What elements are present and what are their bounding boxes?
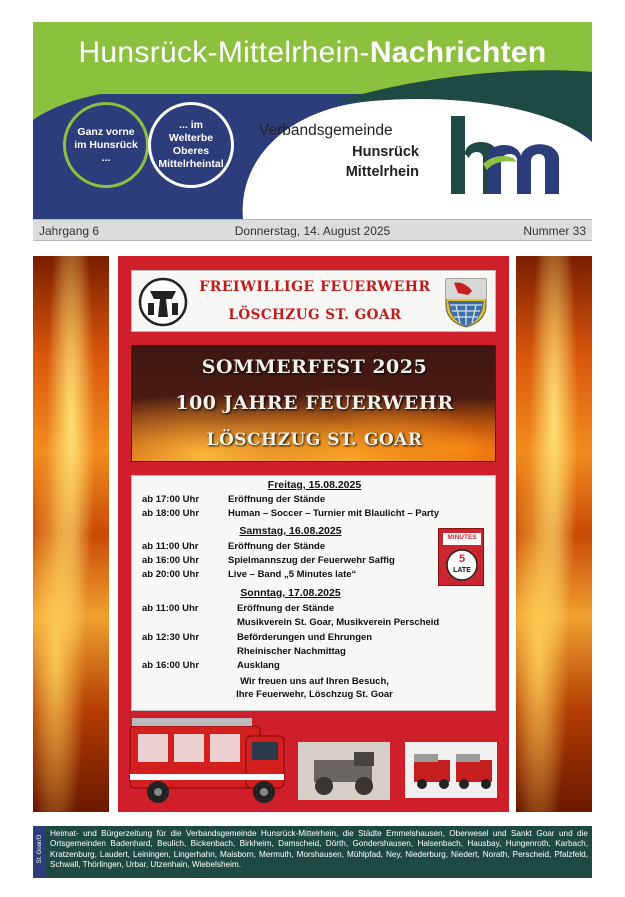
poster-unit: LÖSCHZUG ST. GOAR [228,307,402,323]
coat-of-arms-icon [442,275,490,329]
banner-line-3: LÖSCHZUG ST. GOAR [206,430,423,450]
badge-top-text: MINUTES [447,534,477,541]
day-heading-sunday: Sonntag, 17.08.2025 [240,587,341,599]
badge-bottom-text: LATE [453,567,471,574]
poster-thanks-line1: Wir freuen uns auf Ihren Besuch, [240,676,389,687]
fire-trucks-photos [118,714,509,812]
slogan-circle-right [148,102,234,188]
fire-truck-modern-icon [130,718,284,803]
event-description: Rheinischer Nachmittag [237,646,346,657]
slogan-right: ... im Welterbe Oberes Mittelrheintal [158,119,224,170]
event-time: ab 11:00 Uhr [142,603,199,614]
banner-line-2: 100 JAHRE FEUERWEHR [175,392,454,414]
event-description: Eröffnung der Stände [237,603,335,614]
event-time: ab 16:00 Uhr [142,555,200,566]
footer [33,826,592,878]
event-time: ab 20:00 Uhr [142,569,200,580]
hm-logo-icon [447,114,577,196]
vg-name-line2: Hunsrück [352,144,419,160]
event-time: ab 11:00 Uhr [142,541,199,552]
issue-volume: Jahrgang 6 [39,224,100,238]
poster-banner [131,345,496,462]
poster-header [131,270,496,332]
event-program [131,475,496,711]
event-time: ab 18:00 Uhr [142,508,200,519]
event-description: Musikverein St. Goar, Musikverein Perscheid [237,617,440,628]
event-description: Ausklang [237,660,280,671]
event-description: Live – Band „5 Minutes late“ [228,569,357,580]
day-heading-saturday: Samstag, 16.08.2025 [239,525,342,537]
day-heading-friday: Freitag, 15.08.2025 [267,479,362,491]
poster-thanks-line2: Ihre Feuerwehr, Löschzug St. Goar [236,689,393,700]
event-description: Eröffnung der Stände [228,541,326,552]
footer-tab [33,826,46,878]
banner-line-1: SOMMERFEST 2025 [201,356,428,378]
event-description: Beförderungen und Ehrungen [237,632,373,643]
badge-mid-text: 5 [458,553,466,565]
band-badge [438,528,484,586]
masthead-title: Hunsrück-Mittelrhein-Nachrichten [78,36,547,69]
vintage-fire-truck-icon [298,742,390,800]
event-time: ab 16:00 Uhr [142,660,200,671]
footer-tab-label: St. Goar/O [37,834,43,864]
event-description: Spielmannszug der Feuerwehr Saffig [228,555,395,566]
masthead [33,22,592,219]
poster [118,256,509,812]
poster-org: FREIWILLIGE FEUERWEHR [199,279,431,295]
slogan-left: Ganz vorne im Hunsrück ... [74,125,138,164]
vg-name-line1: Verbandsgemeinde [259,122,393,139]
two-fire-trucks-icon [405,742,497,798]
slogan-circle-left [63,102,149,188]
flame-image-left [33,256,109,812]
event-time: ab 17:00 Uhr [142,494,200,505]
fire-brigade-emblem-icon [138,277,188,327]
issue-number: Nummer 33 [523,224,586,238]
event-time: ab 12:30 Uhr [142,632,200,643]
event-description: Eröffnung der Stände [228,494,326,505]
footer-description: Heimat- und Bürgerzeitung für die Verbandsgemeinde Hunsrück-Mittelrhein, die Städte Emmelshausen, Oberwesel und Sankt Goar und die Ortsgemeinden Badenhard, Beulich, Bickenbach, Birkheim, Damscheid, Dörth, Gondershausen, Halsenbach, Hausbay, Hungenroth, Karbach, Kratzenburg, Laudert, Leiningen, Lingerhahn, Maisborn, Mermuth, Morshausen, Mühlpfad, Ney, Niederburg, Niedert, Norath, Perscheid, Pfalzfeld, Schwall, Thörlingen, Urbar, Utzenhain, Wiebelsheim. [50,829,588,870]
issue-bar [33,219,592,241]
event-description: Human – Soccer – Turnier mit Blaulicht – Party [228,508,439,519]
issue-date: Donnerstag, 14. August 2025 [234,224,391,238]
vg-name-line3: Mittelrhein [345,164,419,180]
flame-image-right [516,256,592,812]
